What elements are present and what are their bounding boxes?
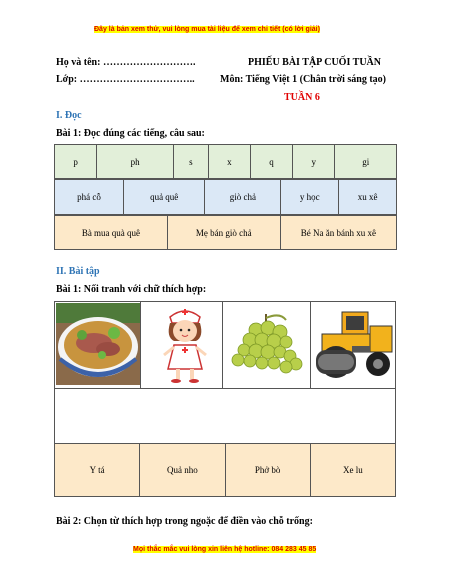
divider [140,301,141,388]
word-cell: xu xê [339,180,397,215]
name-field-label: Họ và tên: ………………………. [56,57,196,68]
letter-cell: s [174,145,209,179]
word-choice[interactable]: Phở bò [225,444,310,497]
word-choice[interactable]: Xe lu [310,444,395,497]
class-field-label: Lớp: …………………………….. [56,74,195,85]
word-cell: phá cỗ [55,180,124,215]
matching-words-table [54,443,396,497]
subject-label: Môn: Tiếng Việt 1 (Chân trời sáng tạo) [220,74,387,85]
grapes-icon[interactable] [226,310,306,380]
divider [222,301,223,388]
letters-table [54,144,397,179]
sentences-table [54,215,397,250]
sentence-cell: Bà mua quà quê [55,216,168,250]
hotline-notice: Mọi thắc mắc vui lòng xin liên hệ hotline: 084 283 45 85 [133,546,317,553]
letter-cell: y [293,145,335,179]
letter-cell: ph [97,145,174,179]
week-label: TUẦN 6 [284,92,320,103]
divider [54,388,396,389]
letter-cell: p [55,145,97,179]
word-cell: quả quê [123,180,204,215]
divider [310,301,311,388]
nurse-icon[interactable] [152,303,218,385]
worksheet-title: PHIẾU BÀI TẬP CUỐI TUẦN [248,57,381,68]
preview-notice: Đây là bản xem thử, vui lòng mua tài liệu để xem chi tiết (có lời giải) [94,26,320,33]
letter-cell: x [208,145,250,179]
letter-cell: gi [335,145,397,179]
words-table [54,179,397,215]
sentence-cell: Bé Na ăn bánh xu xê [280,216,396,250]
section-exercise-heading: II. Bài tập [56,266,100,277]
road-roller-icon[interactable] [312,306,396,382]
word-choice[interactable]: Y tá [55,444,140,497]
matching-exercise-title: Bài 1: Nối tranh với chữ thích hợp: [56,284,207,295]
section-reading-heading: I. Đọc [56,110,82,121]
letter-cell: q [250,145,292,179]
word-cell: y học [281,180,339,215]
word-choice[interactable]: Quả nho [140,444,225,497]
word-cell: giò chả [205,180,281,215]
pho-bowl-icon[interactable] [56,303,140,385]
fill-blank-exercise-title: Bài 2: Chọn từ thích hợp trong ngoặc để điền vào chỗ trống: [56,516,313,527]
reading-exercise-title: Bài 1: Đọc đúng các tiếng, câu sau: [56,128,205,139]
sentence-cell: Mẹ bán giò chả [167,216,280,250]
